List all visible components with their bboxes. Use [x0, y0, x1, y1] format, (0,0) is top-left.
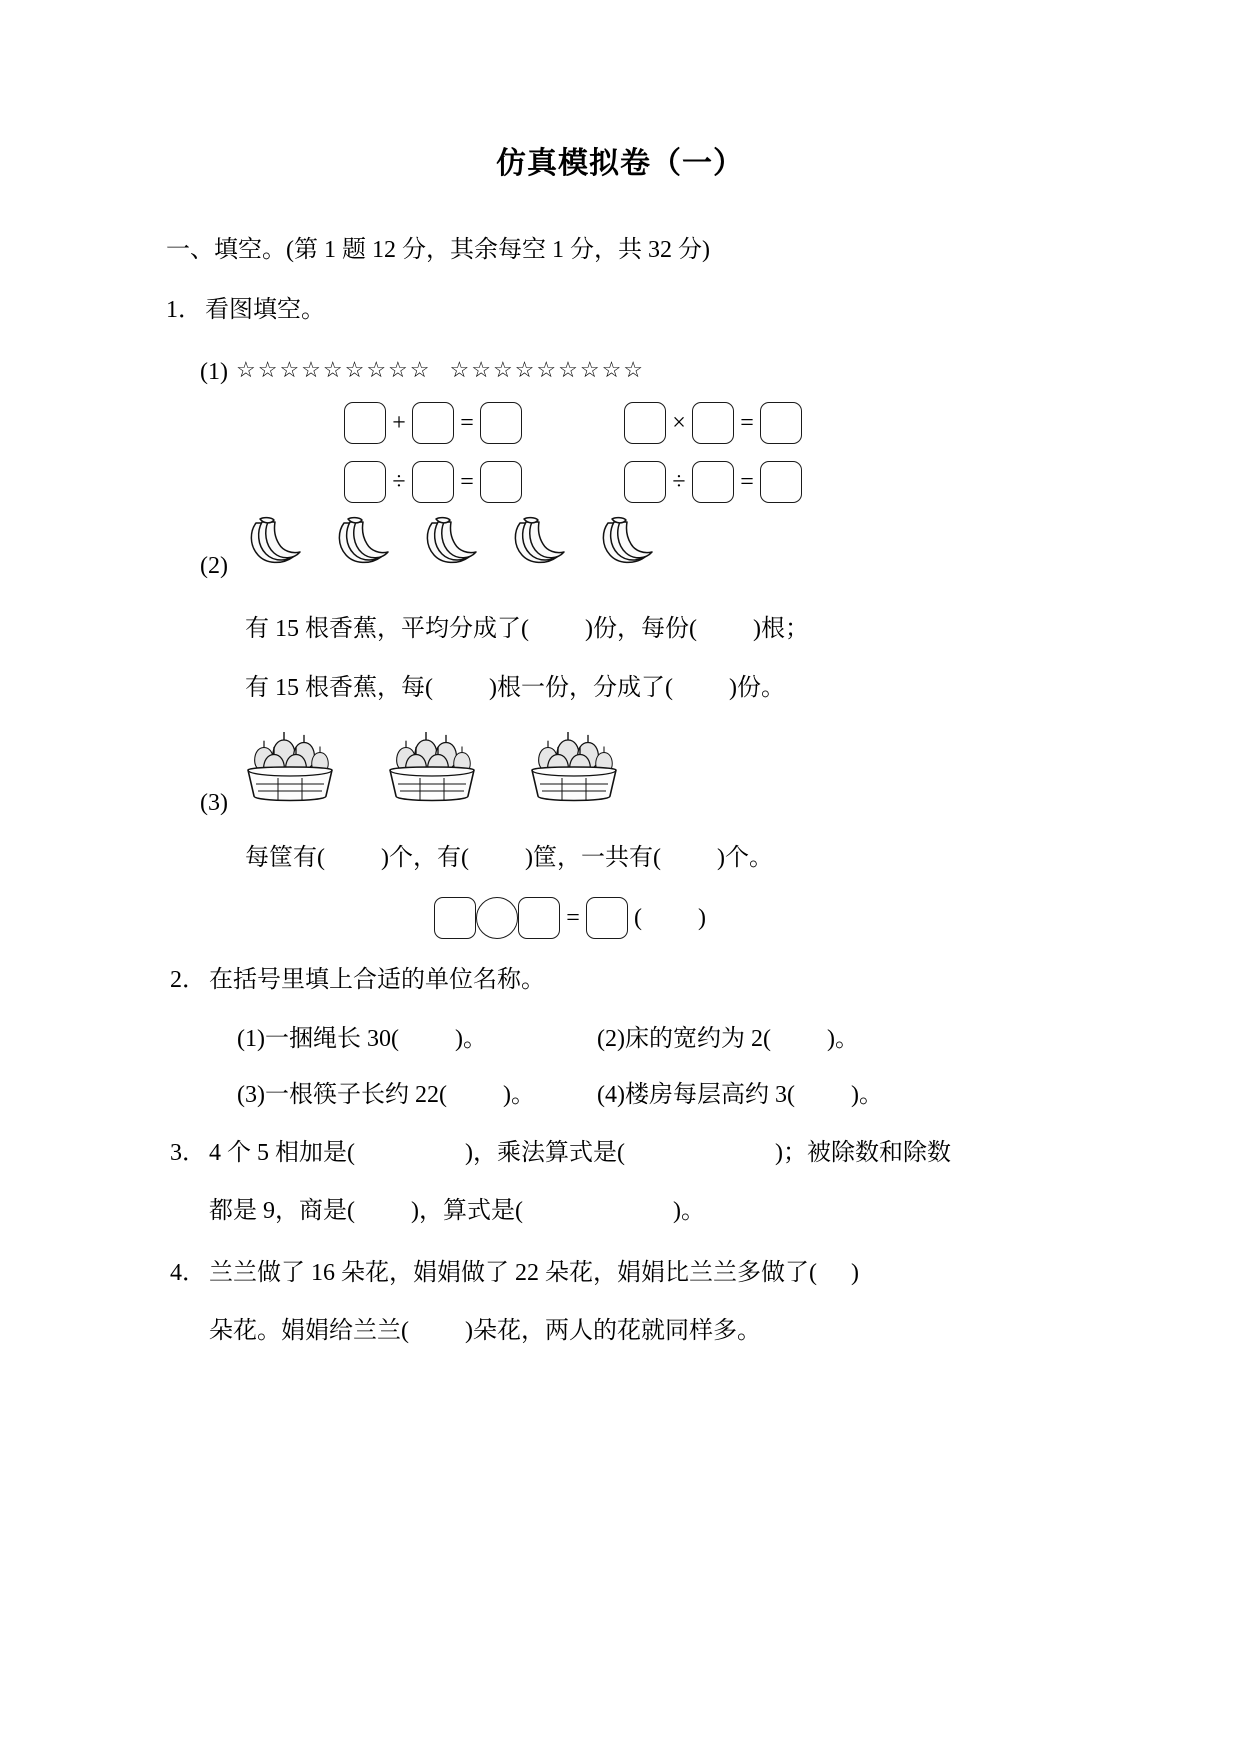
answer-box[interactable] — [480, 402, 522, 444]
q1-sub2-line2-c: )份。 — [728, 675, 785, 701]
operator-times: × — [672, 409, 686, 436]
q1-sub2-line1-b: )份，每份( — [585, 616, 697, 642]
q1-sub3-label: (3) — [200, 790, 228, 816]
q2-item-2-label: (2) — [597, 1026, 625, 1052]
page-title: 仿真模拟卷（一） — [496, 146, 744, 181]
q1-number: 1． — [166, 297, 202, 323]
q1-sub3-d: )个。 — [716, 845, 773, 871]
q1-sub2-label: (2) — [200, 553, 228, 579]
q3-line2 — [209, 1196, 705, 1226]
q2-item-4-b: )。 — [850, 1082, 883, 1108]
answer-box[interactable] — [344, 402, 386, 444]
answer-box[interactable] — [412, 461, 454, 503]
q2-item-4-label: (4) — [597, 1082, 625, 1108]
q3-line1-a: 4 个 5 相加是( — [209, 1140, 355, 1166]
answer-box[interactable] — [412, 402, 454, 444]
answer-box[interactable] — [480, 461, 522, 503]
star-group-2: ☆☆☆☆☆☆☆☆☆ — [449, 357, 646, 382]
q1-sub3-c: )筐，一共有( — [524, 845, 661, 871]
banana-icon — [414, 515, 480, 571]
banana-icon — [238, 515, 304, 571]
q2-item-1-b: )。 — [454, 1026, 487, 1052]
equation-division-right — [624, 461, 802, 503]
q4-line2 — [209, 1316, 761, 1346]
q2-item-2-b: )。 — [826, 1026, 859, 1052]
q1-sub2-line1 — [245, 614, 809, 644]
equation-division-left — [344, 461, 522, 503]
q2-item-4 — [597, 1080, 883, 1110]
q2-item-3 — [237, 1080, 535, 1110]
q4-line1-b: ) — [851, 1260, 859, 1286]
q2-item-3-a: 一根筷子长约 22( — [264, 1082, 447, 1108]
answer-box[interactable] — [518, 897, 560, 939]
unit-paren-close: ) — [698, 904, 706, 931]
q2-item-1-a: 一捆绳长 30( — [264, 1026, 399, 1052]
q3-line2-c: )。 — [672, 1198, 705, 1224]
q2-number: 2． — [170, 967, 206, 993]
q3-line2-b: )，算式是( — [411, 1198, 523, 1224]
q1-sub2-line2 — [245, 673, 785, 703]
banana-icon — [326, 515, 392, 571]
q2-item-3-label: (3) — [237, 1082, 265, 1108]
q1-sub3-a: 每筐有( — [245, 845, 325, 871]
equals-sign: = — [740, 468, 754, 495]
q3-line1-c: )；被除数和除数 — [774, 1140, 951, 1166]
q4-number: 4． — [170, 1260, 206, 1286]
q4-line1-a: 兰兰做了 16 朵花，娟娟做了 22 朵花，娟娟比兰兰多做了( — [209, 1260, 817, 1286]
star-group-1: ☆☆☆☆☆☆☆☆☆ — [236, 357, 432, 382]
q2-item-2-a: 床的宽约为 2( — [624, 1026, 771, 1052]
q1-sub2-line2-a: 有 15 根香蕉，每( — [245, 675, 433, 701]
q1-sub1-label: (1) — [200, 359, 228, 385]
star-row — [236, 357, 645, 383]
section-one-heading: 一、填空。(第 1 题 12 分，其余每空 1 分，共 32 分) — [166, 237, 710, 263]
q2-item-1-label: (1) — [237, 1026, 265, 1052]
q3-line1-b: )，乘法算式是( — [465, 1140, 625, 1166]
answer-box[interactable] — [692, 402, 734, 444]
banana-icon — [590, 515, 656, 571]
q3-number: 3． — [170, 1140, 206, 1166]
q2-prompt: 在括号里填上合适的单位名称。 — [209, 967, 545, 993]
q1-sub2-line1-c: )根； — [752, 616, 809, 642]
answer-box[interactable] — [692, 461, 734, 503]
q4-line2-b: )朵花，两人的花就同样多。 — [465, 1318, 761, 1344]
pear-basket-icon — [238, 730, 342, 806]
equals-sign: = — [460, 468, 474, 495]
equals-sign: = — [566, 904, 580, 931]
answer-box[interactable] — [586, 897, 628, 939]
equation-addition — [344, 402, 522, 444]
pear-basket-icon — [522, 730, 626, 806]
q1-prompt: 看图填空。 — [205, 297, 325, 323]
answer-box[interactable] — [624, 402, 666, 444]
operator-plus: + — [392, 409, 406, 436]
q2-item-3-b: )。 — [502, 1082, 535, 1108]
answer-box[interactable] — [760, 461, 802, 503]
operator-divide: ÷ — [672, 468, 686, 495]
answer-box[interactable] — [344, 461, 386, 503]
answer-box[interactable] — [760, 402, 802, 444]
q4-line1 — [209, 1258, 859, 1288]
q1-sub2-line1-a: 有 15 根香蕉，平均分成了( — [245, 616, 529, 642]
q4-line2-a: 朵花。娟娟给兰兰( — [209, 1318, 409, 1344]
equals-sign: = — [460, 409, 474, 436]
answer-box[interactable] — [434, 897, 476, 939]
q2-item-1 — [237, 1024, 487, 1054]
equation-multiplication — [624, 402, 802, 444]
basket-illustration-row — [238, 730, 626, 806]
unit-paren-open: ( — [634, 904, 642, 931]
q3-line2-a: 都是 9，商是( — [209, 1198, 355, 1224]
banana-icon — [502, 515, 568, 571]
equals-sign: = — [740, 409, 754, 436]
banana-illustration-row — [238, 515, 656, 571]
q3-line1 — [209, 1138, 951, 1168]
operator-divide: ÷ — [392, 468, 406, 495]
q2-item-4-a: 楼房每层高约 3( — [624, 1082, 795, 1108]
pear-basket-icon — [380, 730, 484, 806]
q2-item-2 — [597, 1024, 859, 1054]
q1-sub2-line2-b: )根一份，分成了( — [489, 675, 673, 701]
operator-circle-box[interactable] — [476, 897, 518, 939]
equation-sub3 — [434, 897, 706, 939]
q1-sub3-line — [245, 843, 773, 873]
q1-sub3-b: )个，有( — [381, 845, 469, 871]
answer-box[interactable] — [624, 461, 666, 503]
